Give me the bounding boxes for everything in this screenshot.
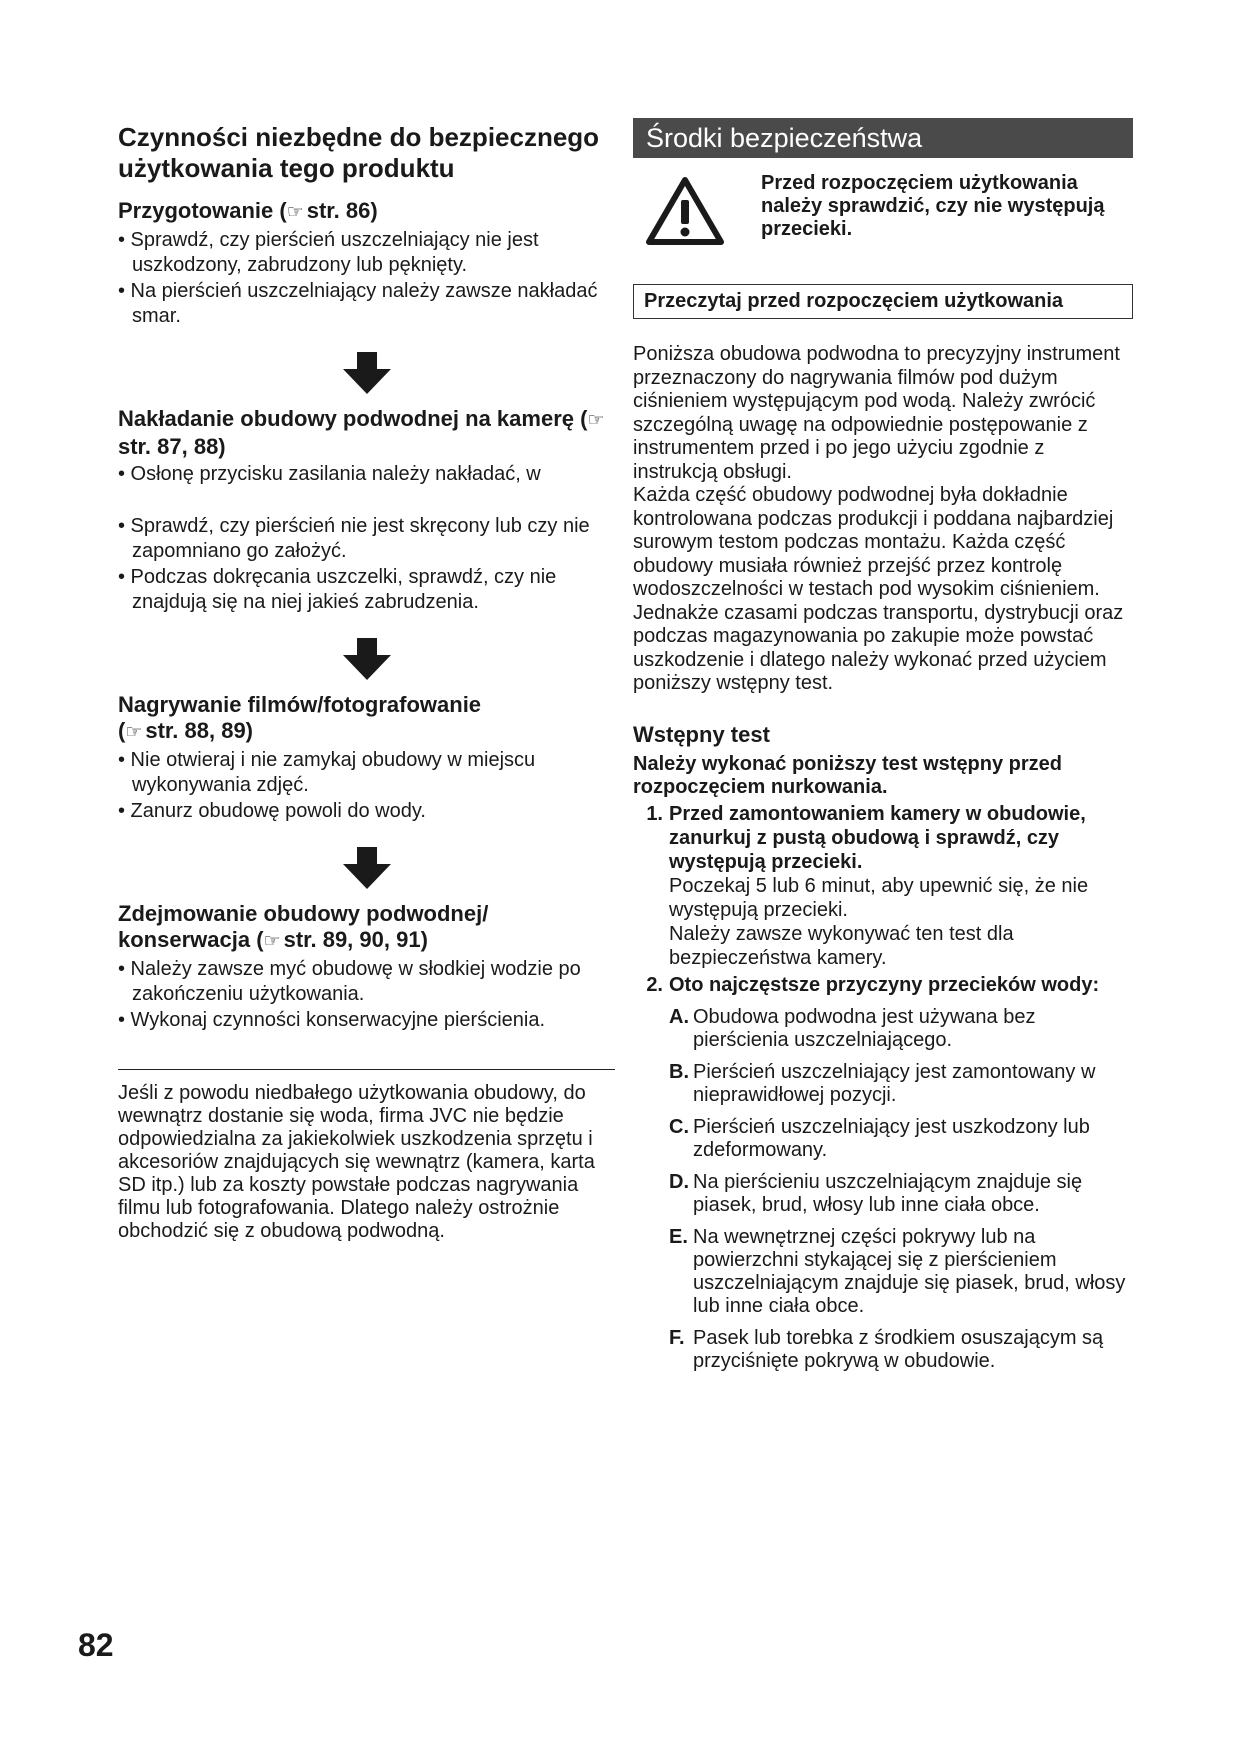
cause-item bbox=[669, 1226, 1133, 1318]
arrow-down-icon bbox=[343, 847, 391, 889]
section-title-text: Nakładanie obudowy podwodnej na kamerę bbox=[118, 406, 574, 431]
hand-pointer-icon: ☞ bbox=[286, 202, 304, 223]
section-title: Nakładanie obudowy podwodnej na kamerę (☞str. 87, 88) bbox=[118, 406, 605, 459]
cause-item bbox=[669, 1327, 1133, 1373]
bullet-item: • Sprawdź, czy pierścień uszczelniający nie jest uszkodzony, zabrudzony lub pęknięty. bbox=[118, 229, 539, 276]
divider bbox=[118, 1069, 615, 1070]
bullet-list bbox=[118, 462, 615, 615]
flow-arrow bbox=[118, 825, 615, 901]
cause-letter: E. bbox=[669, 1225, 688, 1248]
section-title-text: Zdejmowanie obudowy podwodnej/ konserwacja bbox=[118, 901, 489, 952]
arrow-down-icon bbox=[343, 638, 391, 680]
cause-letter: F. bbox=[669, 1326, 685, 1349]
item-title: Przed zamontowaniem kamery w obudowie, zanurkuj z pustą obudową i sprawdź, czy występują przecieki. bbox=[669, 802, 1086, 873]
page-title: Czynności niezbędne do bezpiecznego użytkowania tego produktu bbox=[118, 122, 600, 183]
hand-pointer-icon: ☞ bbox=[587, 410, 605, 431]
bullet-item: • Wykonaj czynności konserwacyjne pierścienia. bbox=[118, 1009, 546, 1031]
page-reference: str. 86) bbox=[306, 198, 378, 223]
item-text: Poczekaj 5 lub 6 minut, aby upewnić się, że nie występują przecieki. bbox=[669, 874, 1089, 921]
numbered-item bbox=[633, 973, 1133, 1373]
flow-arrow bbox=[118, 616, 615, 692]
page-reference: str. 89, 90, 91) bbox=[283, 927, 428, 952]
cause-text: Pasek lub torebka z środkiem osuszającym są przyciśnięte pokrywą w obudowie. bbox=[693, 1326, 1104, 1372]
bullet-list bbox=[118, 957, 615, 1033]
hand-pointer-icon: ☞ bbox=[125, 722, 143, 743]
flow-arrow bbox=[118, 330, 615, 406]
cause-item bbox=[669, 1171, 1133, 1217]
arrow-down-icon bbox=[343, 352, 391, 394]
left-column bbox=[118, 118, 615, 1243]
section-banner: Środki bezpieczeństwa bbox=[633, 118, 1133, 158]
cause-item bbox=[669, 1061, 1133, 1107]
section-mounting bbox=[118, 406, 615, 615]
page-reference: str. 88, 89) bbox=[145, 718, 254, 743]
pretest-intro: Należy wykonać poniższy test wstępny przed rozpoczęciem nurkowania. bbox=[633, 752, 1063, 798]
section-title: Przygotowanie (☞ str. 86) bbox=[118, 198, 378, 223]
item-title: Oto najczęstsze przyczyny przecieków wody: bbox=[669, 973, 1100, 996]
section-title-text: Nagrywanie filmów/fotografowanie bbox=[118, 692, 482, 717]
cause-item bbox=[669, 1116, 1133, 1162]
bullet-item: • Nie otwieraj i nie zamykaj obudowy w miejscu wykonywania zdjęć. bbox=[118, 749, 536, 796]
section-title-text: Przygotowanie bbox=[118, 198, 274, 223]
item-number: 2. bbox=[646, 973, 663, 996]
bullet-item: • Na pierścień uszczelniający należy zawsze nakładać smar. bbox=[118, 280, 598, 327]
cause-letter: B. bbox=[669, 1060, 689, 1083]
cause-letter: A. bbox=[669, 1005, 689, 1028]
cause-text: Obudowa podwodna jest używana bez pierścienia uszczelniającego. bbox=[693, 1005, 1036, 1051]
item-number: 1. bbox=[646, 802, 663, 825]
bullet-list bbox=[118, 748, 615, 824]
bullet-item: • Należy zawsze myć obudowę w słodkiej wodzie po zakończeniu użytkowania. bbox=[118, 958, 581, 1005]
section-title: Zdejmowanie obudowy podwodnej/ konserwacja (☞ str. 89, 90, 91) bbox=[118, 901, 489, 952]
section-recording bbox=[118, 692, 615, 824]
cause-letter: D. bbox=[669, 1170, 689, 1193]
page-number: 82 bbox=[78, 1627, 114, 1663]
bullet-list bbox=[118, 228, 615, 329]
intro-paragraph: Poniższa obudowa podwodna to precyzyjny instrument przeznaczony do nagrywania filmów pod dużym ciśnieniem występującym pod wodą. Należy zwrócić szczególną uwagę na odpowiednie postępowanie z instrumentem przed i po jego użyciu zgodnie z instrukcją obsługi. bbox=[633, 343, 1120, 483]
section-title: Nagrywanie filmów/fotografowanie (☞ str. 88, 89) bbox=[118, 692, 482, 743]
bullet-item: • Sprawdź, czy pierścień nie jest skręcony lub czy nie zapomniano go założyć. bbox=[118, 515, 590, 562]
cause-text: Pierścień uszczelniający jest zamontowany w nieprawidłowej pozycji. bbox=[693, 1060, 1096, 1106]
cause-letter: C. bbox=[669, 1115, 689, 1138]
numbered-item bbox=[633, 802, 1133, 970]
bullet-item: • Zanurz obudowę powoli do wody. bbox=[118, 800, 426, 822]
cause-text: Pierścień uszczelniający jest uszkodzony lub zdeformowany. bbox=[693, 1115, 1090, 1161]
bullet-item: • Podczas dokręcania uszczelki, sprawdź, czy nie znajdują się na niej jakieś zabrudzenia. bbox=[118, 566, 557, 613]
section-removal bbox=[118, 901, 615, 1033]
section-preparation bbox=[118, 198, 615, 329]
right-column bbox=[633, 118, 1133, 1373]
warning-text: Przed rozpoczęciem użytkowania należy sprawdzić, czy nie występują przecieki. bbox=[761, 172, 1105, 240]
cause-list bbox=[669, 1006, 1133, 1373]
cause-text: Na pierścieniu uszczelniającym znajduje się piasek, brud, włosy lub inne ciała obce. bbox=[693, 1170, 1083, 1216]
warning-block bbox=[633, 172, 1133, 246]
disclaimer-text: Jeśli z powodu niedbałego użytkowania obudowy, do wewnątrz dostanie się woda, firma JVC nie będzie odpowiedzialna za jakiekolwiek uszkodzenia sprzętu i akcesoriów znajdujących się wewnątrz (kamera, karta SD itp.) lub za koszty powstałe podczas nagrywania filmu lub fotografowania. Dlatego należy ostrożnie obchodzić się z obudową podwodną. bbox=[118, 1082, 595, 1242]
read-before-use-box: Przeczytaj przed rozpoczęciem użytkowania bbox=[633, 284, 1133, 319]
warning-triangle-icon bbox=[645, 176, 725, 246]
pretest-title: Wstępny test bbox=[633, 721, 770, 747]
cause-text: Na wewnętrznej części pokrywy lub na powierzchni stykającej się z pierścieniem uszczelniającym znajduje się piasek, brud, włosy lub inne ciała obce. bbox=[693, 1225, 1126, 1317]
bullet-item: • Osłonę przycisku zasilania należy nakładać, w bbox=[118, 463, 541, 485]
inspection-paragraph: Każda część obudowy podwodnej była dokładnie kontrolowana podczas produkcji i poddana najbardziej surowym testom podczas montażu. Każda część obudowy musiała również przejść przez kontrolę wodoszczelności w testach pod wysokim ciśnieniem. Jednakże czasami podczas transportu, dystrybucji oraz podczas magazynowania po zakupie może powstać uszkodzenie i dlatego należy wykonać przed użyciem poniższy wstępny test. bbox=[633, 484, 1124, 694]
cause-item bbox=[669, 1006, 1133, 1052]
page-reference: str. 87, 88) bbox=[118, 434, 226, 459]
hand-pointer-icon: ☞ bbox=[263, 931, 281, 952]
item-text: Należy zawsze wykonywać ten test dla bezpieczeństwa kamery. bbox=[669, 922, 1014, 969]
